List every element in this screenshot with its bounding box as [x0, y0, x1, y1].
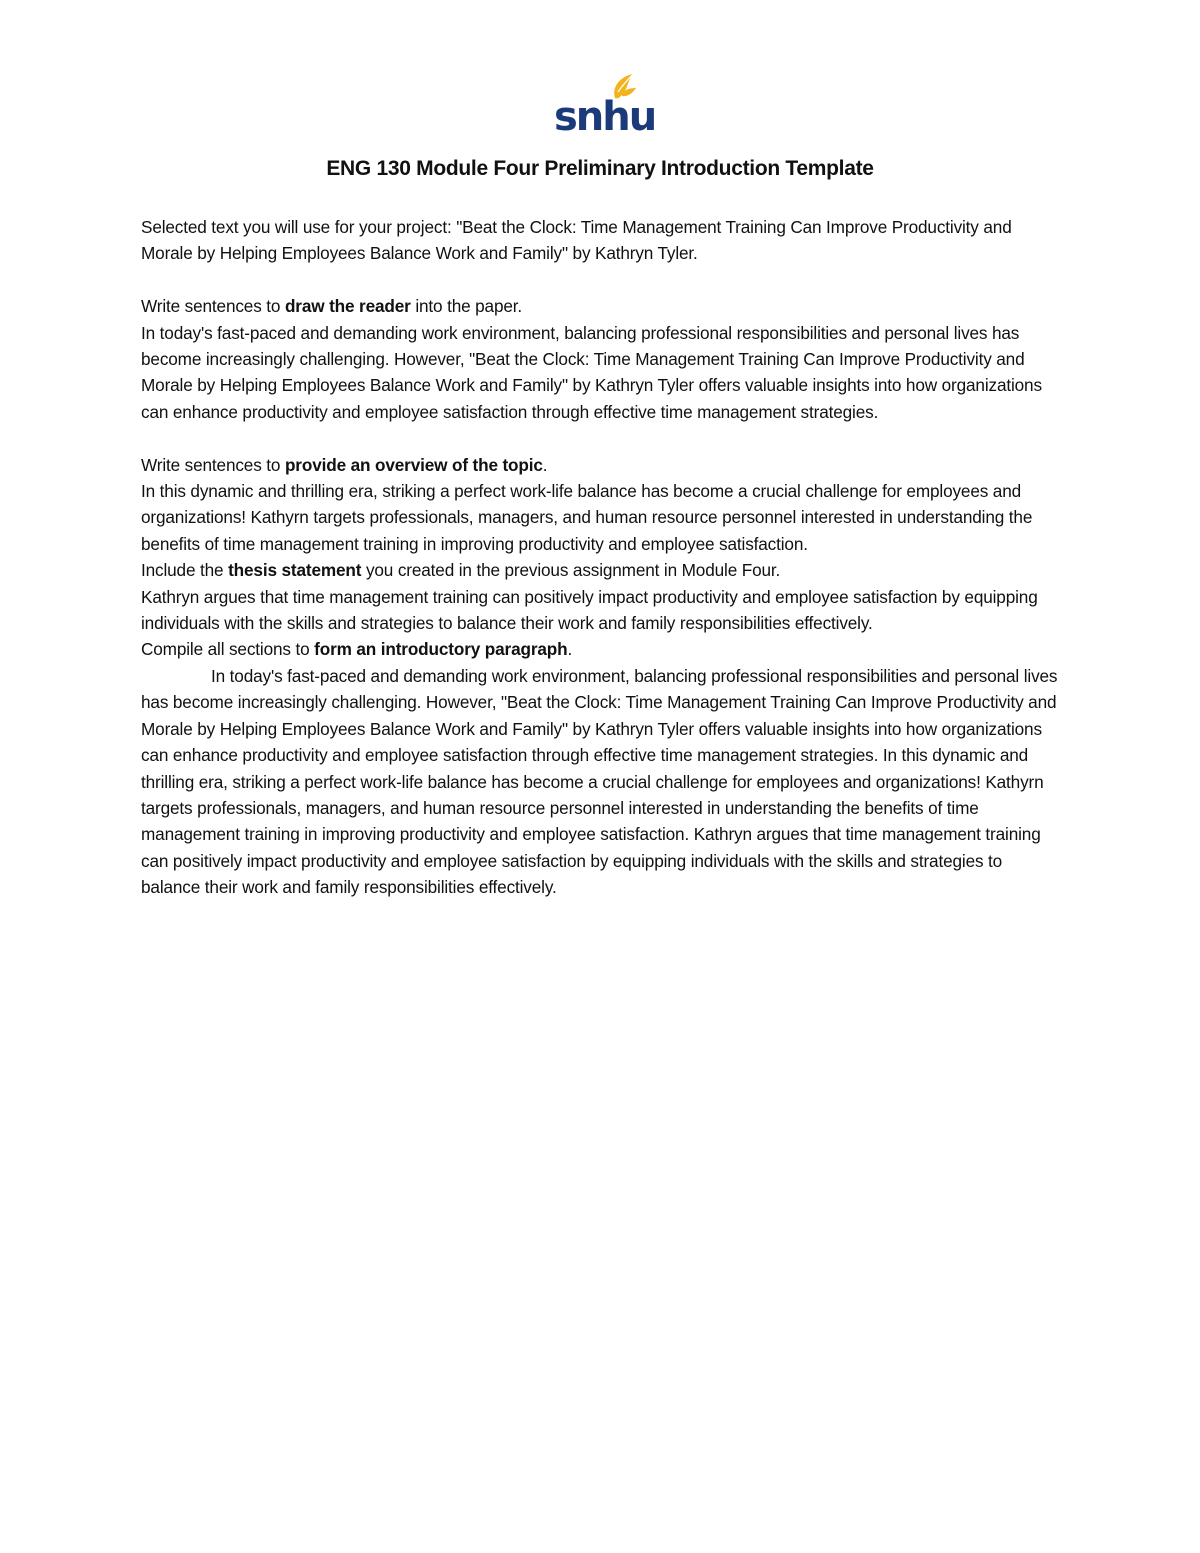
- prompt-emphasis: draw the reader: [284, 296, 411, 317]
- prompt-emphasis: provide an overview of the topic: [284, 454, 543, 475]
- prompt-text: Compile all sections to: [141, 639, 315, 660]
- thesis-response: Kathryn argues that time management training can positively impact productivity and employee satisfaction by equipping individuals with the skills and strategies to balance their work and family responsibilities effectively.: [141, 586, 1038, 634]
- snhu-logo: [552, 70, 656, 140]
- intro-paragraph-response: In today's fast-paced and demanding work environment, balancing professional responsibilities and personal lives has become increasingly challenging. However, "Beat the Clock: Time Management Training Can Improve Productivity and Morale by Helping Employees Balance Work and Family" by Kathryn Tyler offers valuable insights into how organizations can enhance productivity and employee satisfaction through effective time management strategies. In this dynamic and thrilling era, striking a perfect work-life balance has become a crucial challenge for employees and organizations! Kathyrn targets professionals, managers, and human resource personnel interested in understanding the benefits of time management training in improving productivity and employee satisfaction. Kathryn argues that time management training can positively impact productivity and employee satisfaction by equipping individuals with the skills and strategies to balance their work and family responsibilities effectively.: [141, 665, 1058, 898]
- spacer: [141, 267, 1061, 293]
- overview-prompt: [141, 452, 1061, 478]
- document-body: [141, 214, 1061, 901]
- intro-paragraph-prompt: [141, 636, 1061, 662]
- snhu-logo-mark: [552, 70, 656, 140]
- draw-reader-prompt: [141, 293, 1061, 319]
- prompt-text: .: [542, 454, 548, 475]
- prompt-text: Include the: [141, 560, 229, 581]
- logo-wordmark: snhu: [554, 94, 656, 140]
- prompt-emphasis: thesis statement: [228, 560, 362, 581]
- draw-reader-response: In today's fast-paced and demanding work environment, balancing professional responsibilities and personal lives has become increasingly challenging. However, "Beat the Clock: Time Management Training Can Improve Productivity and Morale by Helping Employees Balance Work and Family" by Kathryn Tyler offers valuable insights into how organizations can enhance productivity and employee satisfaction through effective time management strategies.: [141, 322, 1042, 422]
- prompt-text: Write sentences to: [141, 296, 285, 317]
- overview-response: In this dynamic and thrilling era, striking a perfect work-life balance has become a crucial challenge for employees and organizations! Kathyrn targets professionals, managers, and human resource personnel interested in understanding the benefits of time management training in improving productivity and employee satisfaction.: [141, 481, 1033, 554]
- prompt-text: Write sentences to: [141, 454, 285, 475]
- document-title: ENG 130 Module Four Preliminary Introduction Template: [326, 157, 874, 180]
- thesis-prompt: [141, 557, 1061, 583]
- spacer: [141, 425, 1061, 451]
- prompt-emphasis: form an introductory paragraph: [314, 639, 568, 660]
- prompt-text: into the paper.: [410, 296, 523, 317]
- prompt-text: .: [567, 639, 573, 660]
- selected-text-line: Selected text you will use for your project: "Beat the Clock: Time Management Training Can Improve Productivity and Morale by Helping Employees Balance Work and Family" by Kathryn Tyler.: [141, 217, 1012, 264]
- prompt-text: you created in the previous assignment in Module Four.: [361, 560, 781, 581]
